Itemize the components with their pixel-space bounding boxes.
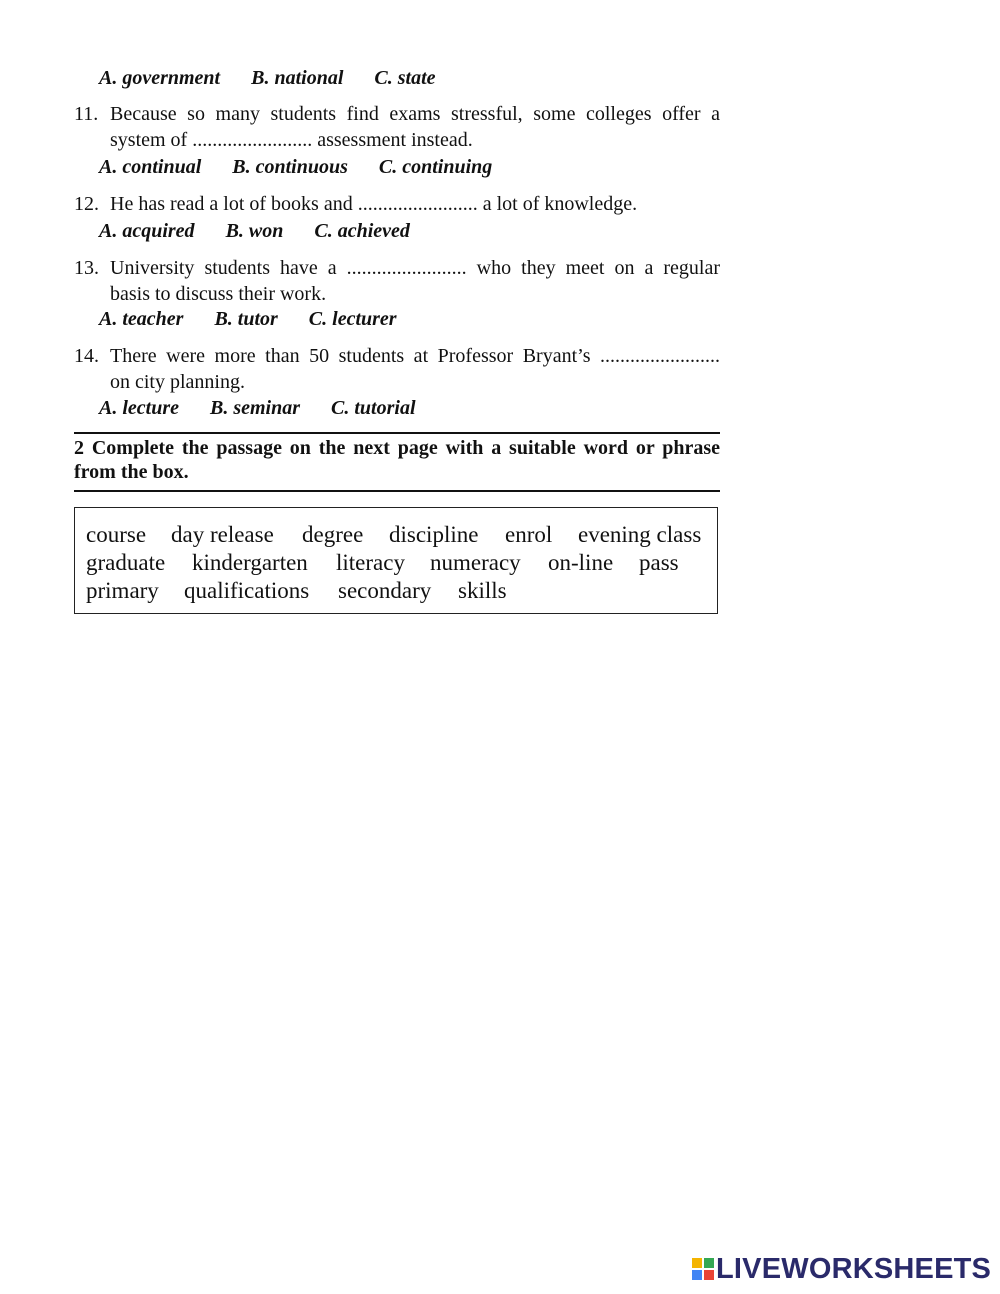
q13-option-c: C. lecturer	[308, 308, 397, 330]
word-item: primary	[86, 578, 159, 603]
word-item: graduate	[86, 550, 166, 575]
q11-option-b: B. continuous	[232, 156, 348, 178]
q14-option-c: C. tutorial	[331, 397, 416, 419]
section-2-instruction: 2 Complete the passage on the next page with a suitable word or phrase from the box.	[74, 437, 720, 483]
word-item: degree	[302, 522, 364, 547]
word-item: evening class	[578, 522, 702, 547]
logo-square-icon	[704, 1258, 714, 1268]
logo-text: LIVEWORKSHEETS	[716, 1252, 992, 1285]
word-item: enrol	[505, 522, 553, 547]
q12-options	[99, 219, 410, 243]
question-line: University students have a ........................ who they meet on a regular	[110, 257, 720, 279]
word-item: pass	[639, 550, 679, 575]
word-item: literacy	[336, 550, 405, 575]
question-line: There were more than 50 students at Professor Bryant’s ........................	[110, 345, 720, 367]
q13-option-a: A. teacher	[99, 308, 184, 330]
q10-option-a: A. government	[99, 67, 221, 89]
question-line: Because so many students find exams stressful, some colleges offer a	[110, 103, 720, 125]
question-text	[110, 343, 720, 395]
q14-options	[99, 396, 416, 420]
q11-option-a: A. continual	[99, 156, 202, 178]
question-line: basis to discuss their work.	[110, 283, 327, 305]
question-12	[74, 191, 720, 217]
word-item: discipline	[389, 522, 479, 547]
word-item: numeracy	[430, 550, 521, 575]
q14-option-a: A. lecture	[99, 397, 179, 419]
question-13	[74, 255, 720, 307]
liveworksheets-logo[interactable]	[692, 1254, 991, 1284]
q11-option-c: C. continuing	[378, 156, 493, 178]
question-line: system of ........................ assessment instead.	[110, 129, 473, 151]
q12-option-a: A. acquired	[99, 220, 195, 242]
question-line: He has read a lot of books and ........................ a lot of knowledge.	[110, 193, 638, 215]
question-text	[110, 101, 720, 153]
q13-options	[99, 307, 397, 331]
word-item: day release	[171, 522, 274, 547]
question-number: 11.	[74, 103, 99, 125]
section-divider-bottom	[74, 490, 720, 492]
q13-option-b: B. tutor	[214, 308, 278, 330]
logo-square-icon	[704, 1270, 714, 1280]
q10-option-b: B. national	[251, 67, 344, 89]
question-text	[110, 191, 720, 217]
word-item: on-line	[548, 550, 614, 575]
word-item: course	[86, 522, 147, 547]
logo-square-icon	[692, 1270, 702, 1280]
q11-options	[99, 155, 492, 179]
question-line: on city planning.	[110, 371, 245, 393]
question-11	[74, 101, 720, 153]
q10-options	[99, 66, 436, 90]
question-text	[110, 255, 720, 307]
question-number: 13.	[74, 257, 99, 279]
word-item: secondary	[338, 578, 432, 603]
question-14	[74, 343, 720, 395]
q12-option-b: B. won	[225, 220, 284, 242]
word-item: skills	[458, 578, 507, 603]
question-number: 12.	[74, 193, 99, 215]
word-item: kindergarten	[192, 550, 308, 575]
section-divider-top	[74, 432, 720, 434]
q12-option-c: C. achieved	[314, 220, 410, 242]
question-number: 14.	[74, 345, 99, 367]
q10-option-c: C. state	[374, 67, 436, 89]
logo-square-icon	[692, 1258, 702, 1268]
logo-mark-icon	[692, 1258, 714, 1280]
word-box	[74, 507, 718, 614]
word-item: qualifications	[184, 578, 310, 603]
q14-option-b: B. seminar	[210, 397, 301, 419]
